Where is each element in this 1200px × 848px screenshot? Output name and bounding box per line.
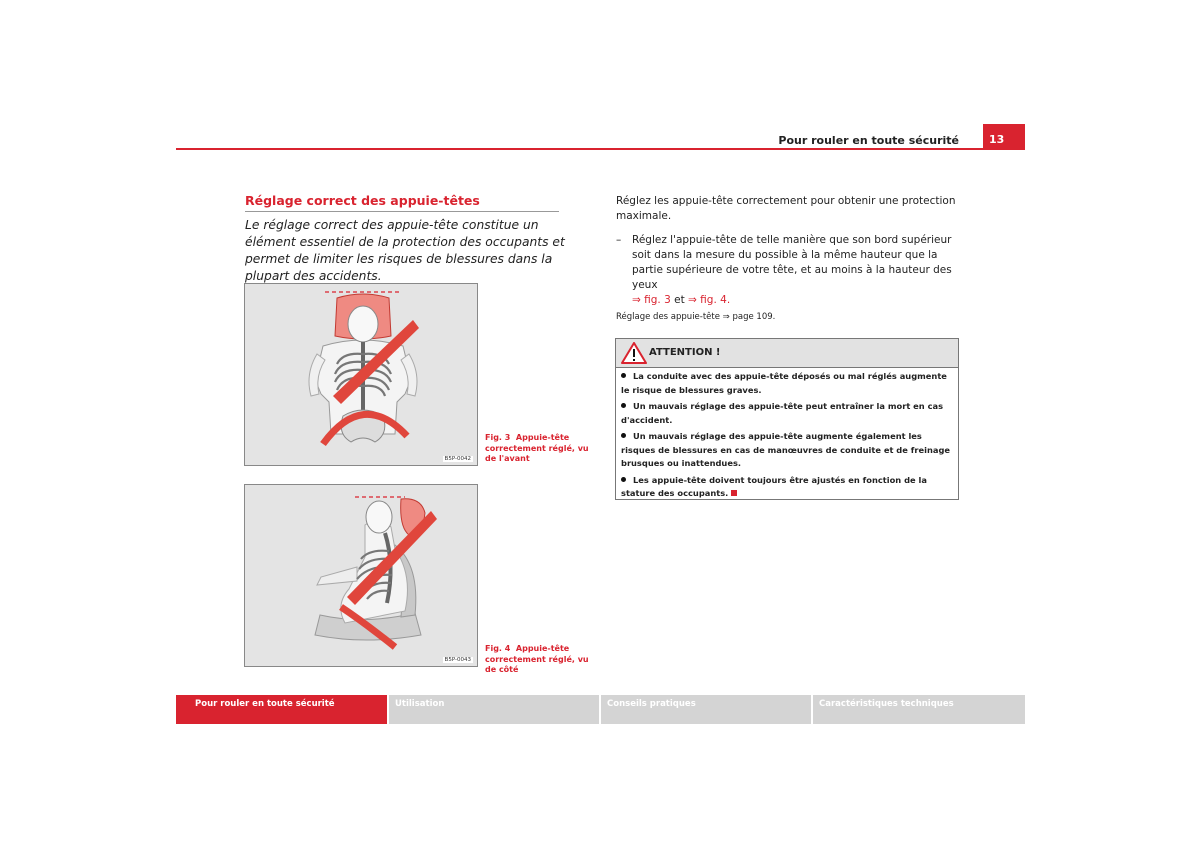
section-title: Réglage correct des appuie-têtes xyxy=(245,193,480,208)
tab-caracteristiques-techniques[interactable]: Caractéristiques techniques xyxy=(813,695,1025,724)
warning-title: ATTENTION ! xyxy=(649,347,721,358)
section-title-rule xyxy=(245,211,559,212)
figure-4-side-view xyxy=(244,484,478,667)
figure-4-code: B5P-0043 xyxy=(444,657,471,663)
bullet-dash: – xyxy=(616,234,622,246)
warning-item: Les appuie-tête doivent toujours être ajustés en fonction de la stature des occupants. xyxy=(621,474,928,498)
instruction-bullet xyxy=(616,233,961,308)
page-number: 13 xyxy=(983,124,1025,148)
link-fig-3[interactable]: ⇒ fig. 3 xyxy=(632,294,671,306)
skeleton-front-illustration xyxy=(245,284,477,465)
figure-3-label: Fig. 3 xyxy=(485,433,511,442)
warning-item: Un mauvais réglage des appuie-tête augmente également les risques de blessures en cas de manœuvres de conduite et de freinage brusques ou inattendues. xyxy=(621,431,951,468)
bullet-text: Réglez l'appuie-tête de telle manière que son bord supérieur soit dans la mesure du possible à la même hauteur que la partie supérieure de votre tête, et au moins à la hauteur des yeux xyxy=(632,234,952,291)
link-fig-4[interactable]: ⇒ fig. 4 xyxy=(688,294,727,306)
warning-header xyxy=(616,339,958,368)
figure-3-caption xyxy=(485,433,595,465)
warning-box xyxy=(615,338,959,500)
bullet-period: . xyxy=(726,294,731,306)
header-rule xyxy=(176,148,1025,150)
skeleton-side-illustration xyxy=(245,485,477,666)
figure-4-caption-text: Appuie-tête correctement réglé, vu de côté xyxy=(485,644,589,674)
bullet-dot-icon xyxy=(621,373,626,378)
body-paragraph: Réglez les appuie-tête correctement pour obtenir une protection maximale. xyxy=(616,195,956,222)
figure-3-code: B5P-0042 xyxy=(444,456,471,462)
figure-4-label: Fig. 4 xyxy=(485,644,511,653)
warning-item: La conduite avec des appuie-tête déposés ou mal réglés augmente le risque de blessures graves. xyxy=(621,371,947,395)
figure-3-front-view xyxy=(244,283,478,466)
figure-3-caption-text: Appuie-tête correctement réglé, vu de l'avant xyxy=(485,433,589,463)
cross-reference[interactable]: Réglage des appuie-tête ⇒ page 109. xyxy=(616,312,776,322)
figure-4-caption xyxy=(485,644,595,676)
running-header-title: Pour rouler en toute sécurité xyxy=(778,134,959,147)
warning-triangle-icon xyxy=(621,342,647,364)
bullet-dot-icon xyxy=(621,403,626,408)
tab-pour-rouler-en-toute-securite[interactable]: Pour rouler en toute sécurité xyxy=(176,695,387,724)
tab-conseils-pratiques[interactable]: Conseils pratiques xyxy=(601,695,811,724)
warning-item: Un mauvais réglage des appuie-tête peut entraîner la mort en cas d'accident. xyxy=(621,401,944,425)
bullet-and: et xyxy=(674,294,685,306)
bullet-dot-icon xyxy=(621,433,626,438)
section-intro: Le réglage correct des appuie-tête constitue un élément essentiel de la protection des occupants et permet de limiter les risques de blessures dans la plupart des accidents. xyxy=(245,218,565,283)
end-of-section-icon xyxy=(731,490,737,496)
bullet-dot-icon xyxy=(621,477,626,482)
tab-utilisation[interactable]: Utilisation xyxy=(389,695,599,724)
